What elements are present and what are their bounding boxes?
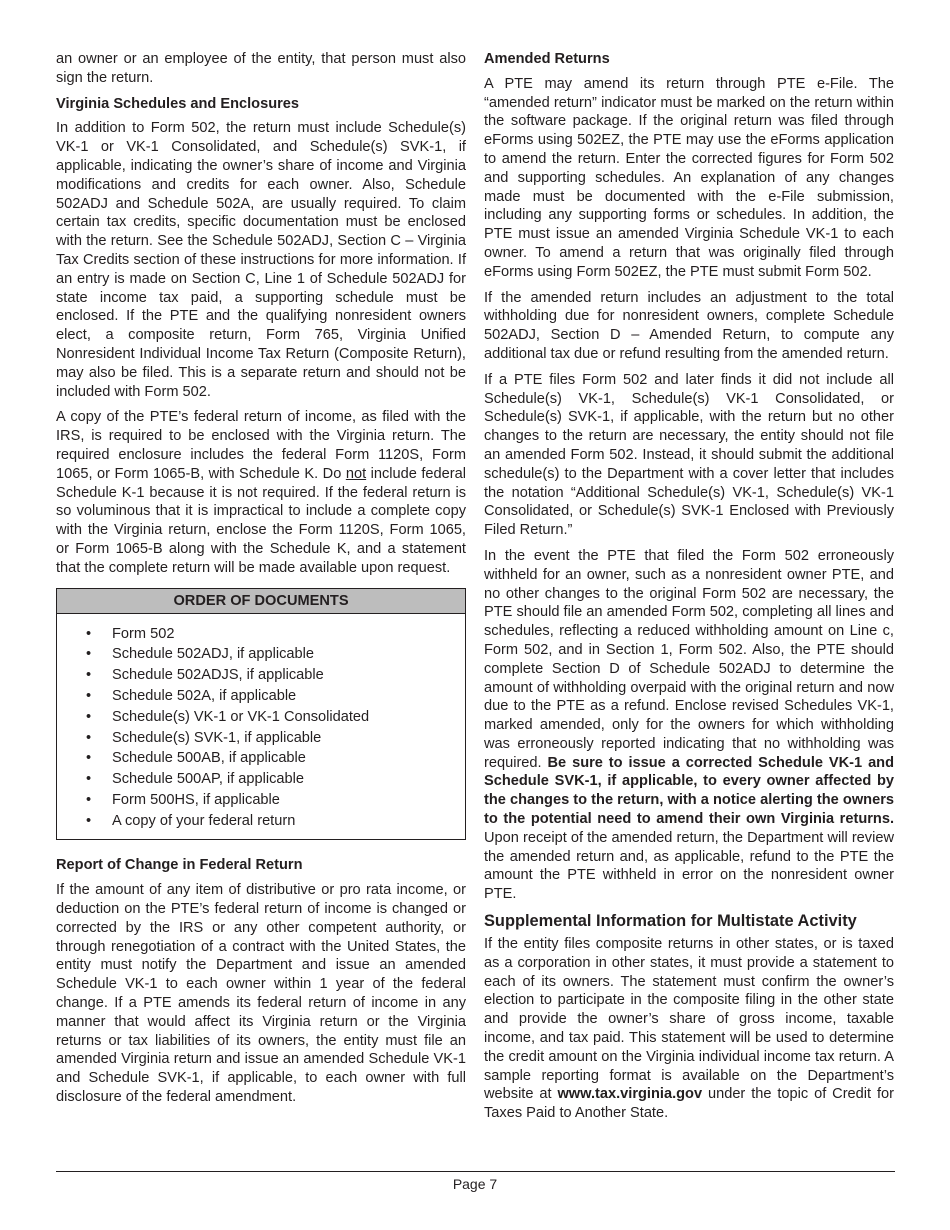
- report-change-paragraph: If the amount of any item of distributive or pro rata income, or deduction on the PTE’s federal return of income is changed or corrected by the IRS or any other competent authority, or through renegotiation of a contract with the United States, the entity must notify the Department and issue an amended Schedule VK-1 to each owner within 1 year of the federal change. If a PTE amends its federal return of income in any manner that would affect its Virginia return or the Virginia returns or tax liabilities of its owners, the entity must file an amended Virginia return and issue an amended Schedule VK-1 and Schedule SVK-1, if applicable, to each owner with full disclosure of the federal amendment.: [56, 882, 466, 1106]
- bullet-icon: •: [86, 687, 92, 704]
- list-item: • Schedule 502ADJ, if applicable: [57, 644, 465, 665]
- footer-divider: [56, 1171, 895, 1172]
- list-item: • Schedule(s) VK-1 or VK-1 Consolidated: [57, 707, 465, 728]
- list-item: • Schedule 500AB, if applicable: [57, 748, 465, 769]
- order-of-documents-box: [56, 588, 466, 841]
- federal-copy-text-b: include federal Schedule K-1 because it is not required. If the federal return is so voluminous that it is impractical to include a complete copy with the Virginia return, enclose the Form 1120S, Form 1065, or Form 1065-B along with the Schedule K, and a statement that the complete return will be made available upon request.: [56, 465, 466, 576]
- multistate-text-a: If the entity files composite returns in other states, or is taxed as a corporation in other states, it must provide a statement to each of its owners. The statement must confirm the owner’s election to participate in the composite filing in the other state and provide the owner’s share of gross income, taxable income, and tax paid. This statement will be used to determine the credit amount on the Virginia individual income tax return. A sample reporting format is available on the Department’s website at: [484, 936, 894, 1103]
- bullet-icon: •: [86, 750, 92, 767]
- bullet-icon: •: [86, 771, 92, 788]
- amended-paragraph-4: [484, 547, 894, 904]
- list-item: • Schedule 502A, if applicable: [57, 686, 465, 707]
- website-link[interactable]: www.tax.virginia.gov: [557, 1086, 703, 1103]
- order-of-documents-title: ORDER OF DOCUMENTS: [57, 589, 465, 614]
- right-column: [484, 50, 894, 1130]
- amended-paragraph-1: A PTE may amend its return through PTE e-File. The “amended return” indicator must be marked on the return within the software package. If the original return was filed through eForms using 502EZ, the PTE may use the eForms application to amend the return. Enter the corrected figures for Form 502 and supporting schedules. An explanation of any changes made must be documented with the e-File submission, including any supporting forms or schedules. In addition, the PTE must issue an amended Virginia Schedule VK-1 to each owner. To amend a return that was originally filed through eForms using Form 502EZ, the PTE must submit Form 502.: [484, 75, 894, 280]
- amended-paragraph-3: If a PTE files Form 502 and later finds it did not include all Schedule(s) VK-1, Schedule(s) VK-1 Consolidated, or Schedule(s) SVK-1, if applicable, with the return but no other changes to the return are necessary, the entity should not file an amended Form 502. Instead, it should submit the additional schedule(s) to the Department with a cover letter that includes the notation “Additional Schedule(s) VK-1, Schedule(s) VK-1 Consolidated, or Schedule(s) SVK-1 Enclosed with Previously Filed Return.”: [484, 371, 894, 539]
- amended-paragraph-4-text-b: Upon receipt of the amended return, the Department will review the amended return and, as applicable, refund to the PTE the amount the PTE withheld in error on the nonresident owner PTE.: [484, 829, 894, 903]
- order-of-documents-list: [57, 614, 465, 840]
- bullet-icon: •: [86, 812, 92, 829]
- left-column: [56, 50, 466, 1114]
- amended-paragraph-2: If the amended return includes an adjustment to the total withholding due for nonresident owners, complete Schedule 502ADJ, Section D – Amended Return, to compute any additional tax due or refund resulting from the amended return.: [484, 289, 894, 362]
- list-item: • Schedule 502ADJS, if applicable: [57, 665, 465, 686]
- federal-copy-text-a: A copy of the PTE’s federal return of income, as filed with the IRS, is required to be enclosed with the Virginia return. The required enclosure includes the federal Form 1120S, Form 1065, or Form 1065-B, with Schedule K. Do: [56, 409, 466, 482]
- multistate-text-b: under the topic of Credit for Taxes Paid to Another State.: [484, 1086, 895, 1122]
- report-change-heading: Report of Change in Federal Return: [56, 857, 303, 874]
- bullet-icon: •: [86, 791, 92, 808]
- bullet-icon: •: [86, 625, 92, 642]
- schedules-heading: Virginia Schedules and Enclosures: [56, 95, 300, 112]
- amended-paragraph-4-text-a: In the event the PTE that filed the Form 502 erroneously withheld for an owner, such as a nonresident owner PTE, and no other changes to the original Form 502 are necessary, the PTE should file an amended Form 502, completing all lines and schedules, reflecting a reduced withholding amount on Line c, Form 502, and in Section 1, Form 502. Also, the PTE should complete Section D of Schedule 502ADJ to determine the amount of withholding overpaid with the original return and now due to the PTE as a refund. Enclose revised Schedules VK-1, marked amended, only for the owners for which withholding was erroneously reported indicating that no withholding was required.: [484, 547, 894, 771]
- list-item: • Form 502: [57, 624, 465, 645]
- amended-returns-heading: Amended Returns: [484, 51, 610, 67]
- bullet-icon: •: [86, 708, 92, 725]
- multistate-heading: Supplemental Information for Multistate Activity: [484, 912, 857, 931]
- federal-copy-not: not: [345, 465, 367, 482]
- schedules-paragraph: In addition to Form 502, the return must include Schedule(s) VK-1 or VK-1 Consolidated, and Schedule(s) SVK-1, if applicable, indicating the owner’s share of income and Virginia modifications and credits for each owner. Also, Schedule 502ADJ and Schedule 502A, are usually required. To claim certain tax credits, specific documentation must be enclosed with the return. See the Schedule 502ADJ, Section C – Virginia Tax Credits section of these instructions for more information. If an entry is made on Section C, Line 1 of Schedule 502ADJ for state income tax paid, a supporting schedule must be enclosed. If the PTE and the qualifying nonresident owners elect, a composite return, Form 765, Virginia Unified Nonresident Individual Income Tax Return (Composite Return), may also be filed. This is a separate return and should not be included with Form 502.: [56, 120, 466, 400]
- federal-copy-paragraph: [56, 408, 466, 577]
- amended-paragraph-4-bold: Be sure to issue a corrected Schedule VK-1 and Schedule SVK-1, if applicable, to every owner affected by the changes to the return, with a notice alerting the owners to the potential need to amend their own Virginia returns.: [484, 754, 895, 828]
- intro-paragraph: an owner or an employee of the entity, that person must also sign the return.: [56, 51, 466, 86]
- list-item: • A copy of your federal return: [57, 811, 465, 832]
- bullet-icon: •: [86, 646, 92, 663]
- list-item: • Schedule(s) SVK-1, if applicable: [57, 728, 465, 749]
- bullet-icon: •: [86, 667, 92, 684]
- multistate-paragraph: [484, 935, 894, 1123]
- bullet-icon: •: [86, 729, 92, 746]
- list-item: • Schedule 500AP, if applicable: [57, 769, 465, 790]
- page-number: Page 7: [452, 1176, 498, 1192]
- list-item: • Form 500HS, if applicable: [57, 790, 465, 811]
